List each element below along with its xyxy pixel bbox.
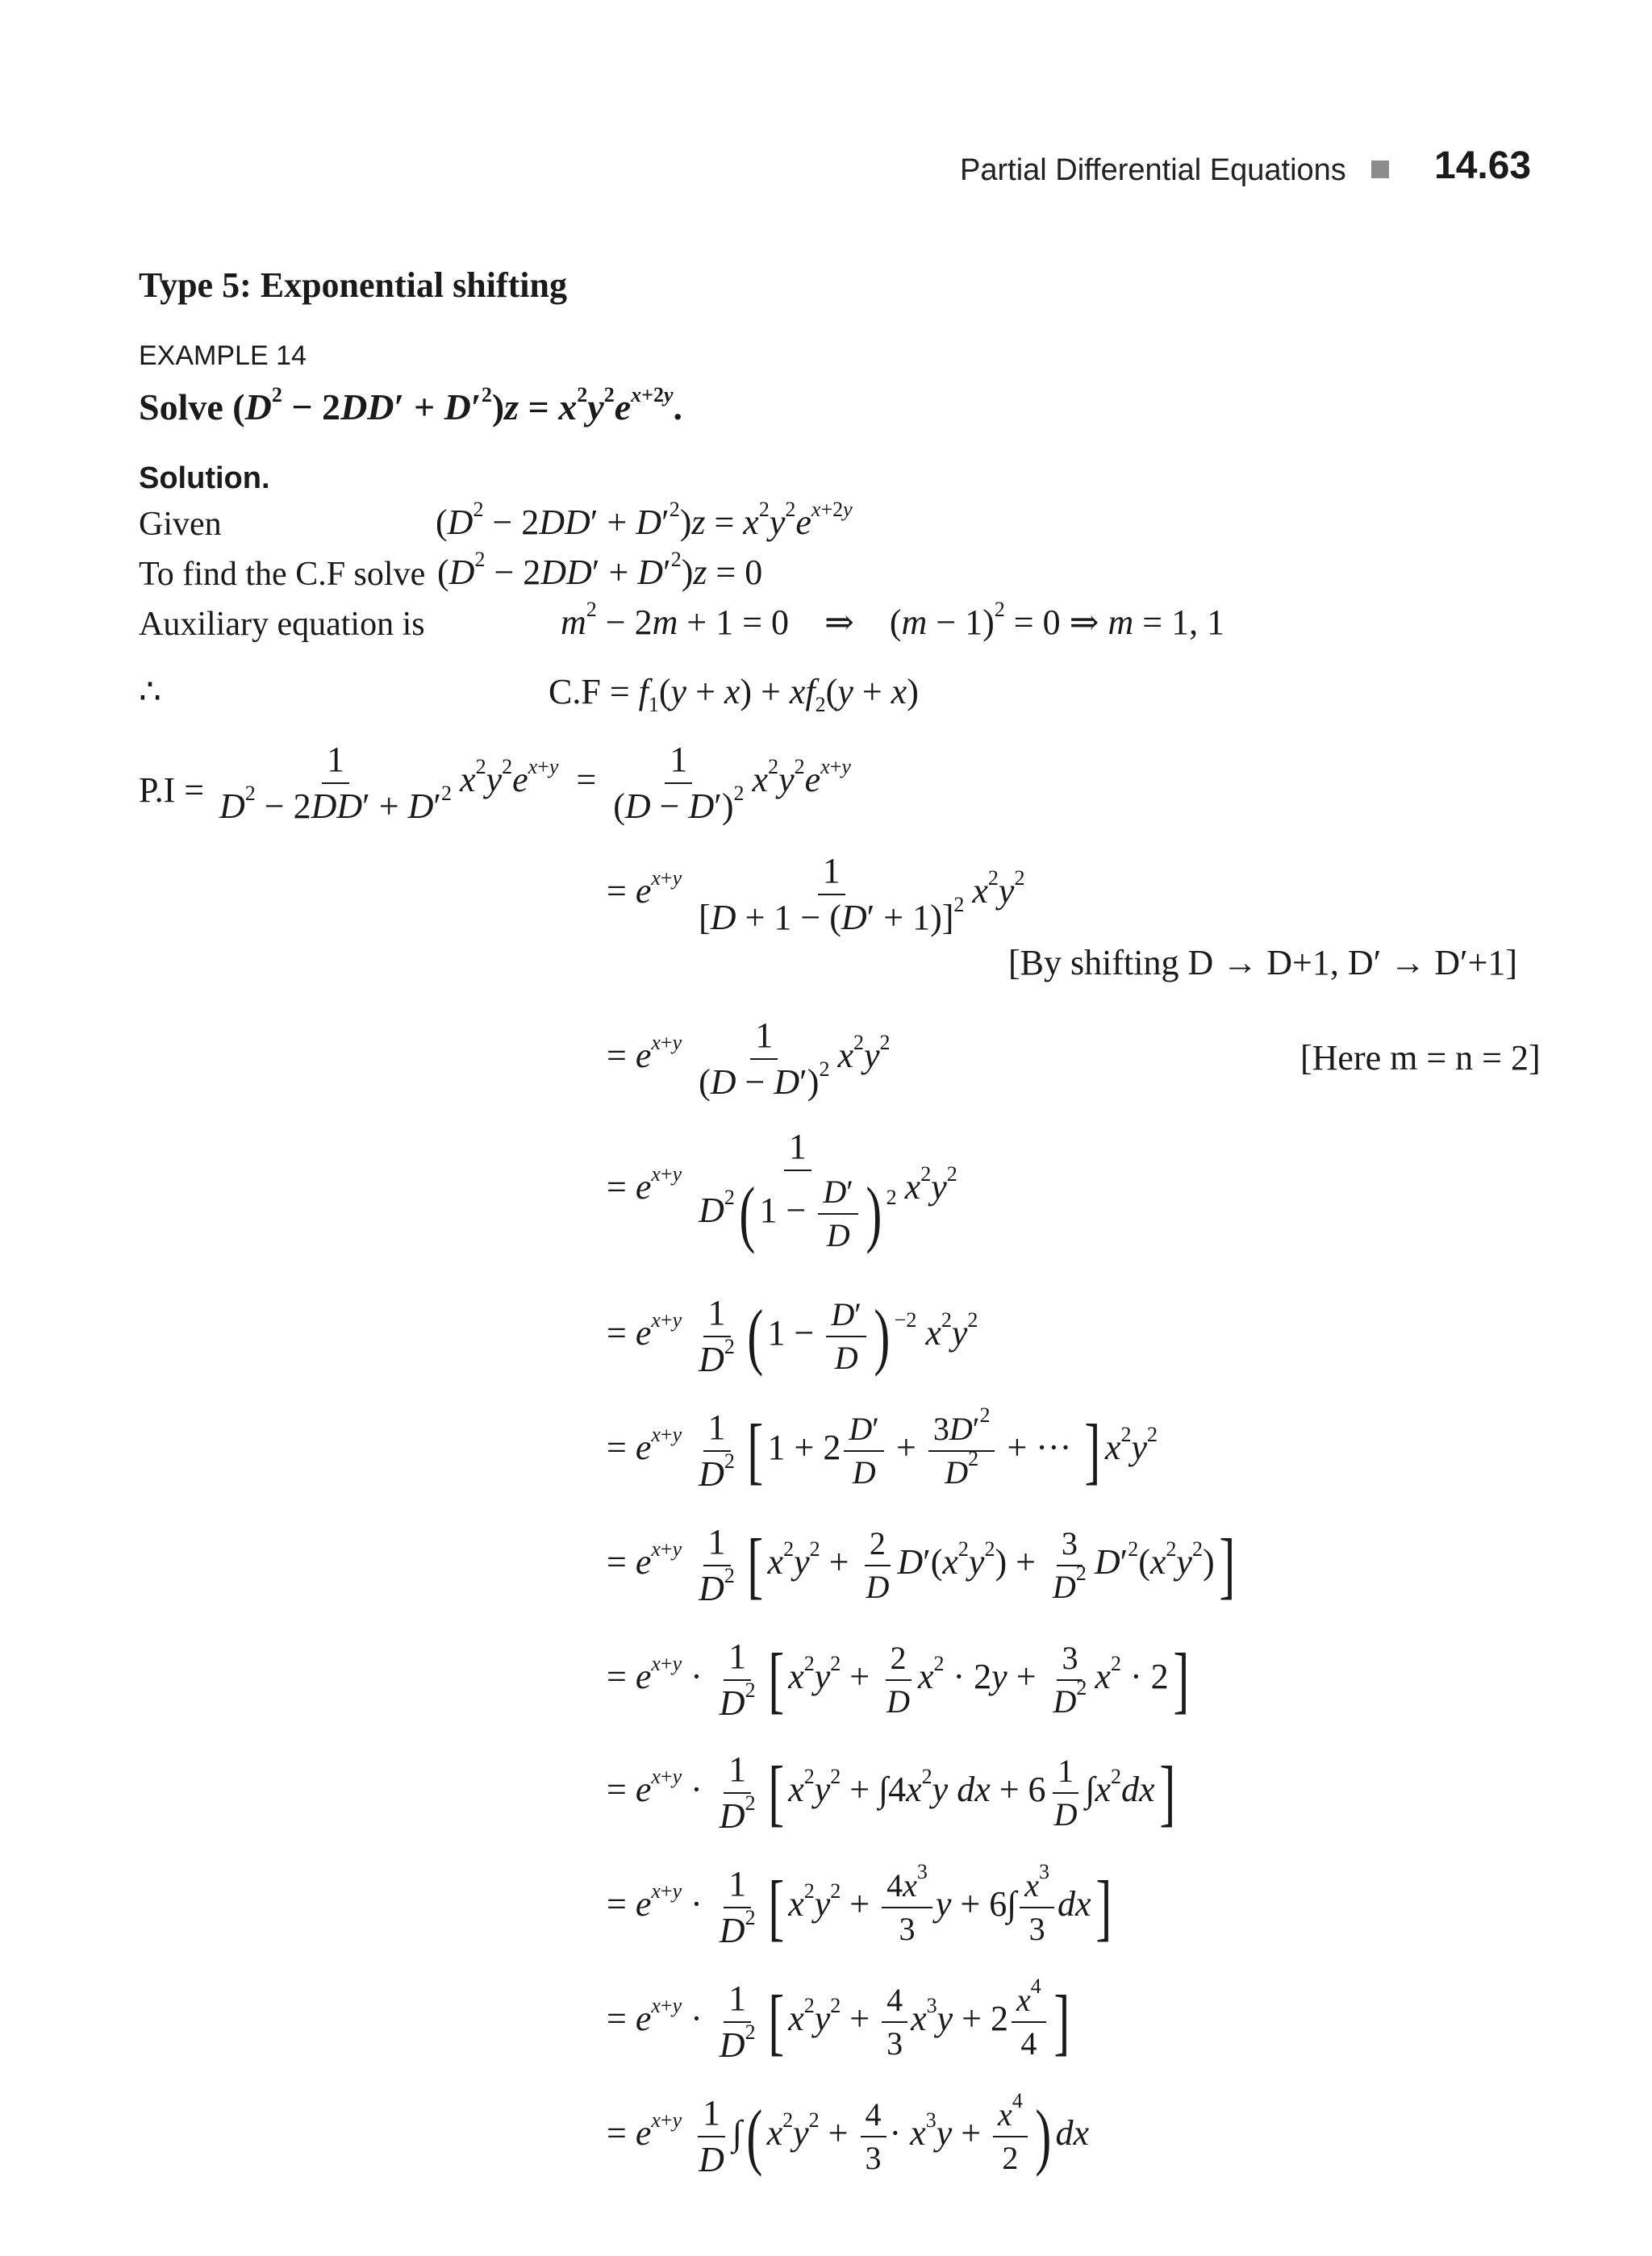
header-square-icon (1371, 161, 1389, 178)
given-equation: $(D^2 - 2DD' + D'^2)z = x^2y^2e^{x+2y}$ (436, 498, 853, 542)
pi-step-5: = $e^{x+y}$ $\frac{1}{D^2}$ ( 1 − $\frac{D'}{D}$ ) $^{-2}$ $x^2y^2$ (607, 1293, 978, 1379)
running-header (960, 153, 1346, 188)
aux-label: Auxiliary equation is (139, 606, 425, 643)
section-title: Type 5: Exponential shifting (139, 265, 567, 305)
pi-step-2: = $e^{x+y}$ $\frac{1}{[D + 1 - (D' + 1)]^2}$ $x^2y^2$ (607, 851, 1025, 937)
page-number: 14.63 (1434, 144, 1532, 187)
pi-step-3: = $e^{x+y}$ $\frac{1}{(D - D')^2}$ $x^2y^2$ (607, 1015, 891, 1102)
pi-step-8: = $e^{x+y}$ · $\frac{1}{D^2}$ [ $x^2y^2$ + $\frac{2}{D}$ $x^2 \cdot 2y$ + $\frac{3}{D^2}$ $x^2 \cdot 2$] (607, 1637, 1189, 1723)
cf-result: $C.F = f_1(y + x) + xf_2(y + x)$ (549, 672, 919, 716)
given-label: Given (139, 506, 222, 543)
here-note: [Here m = n = 2] (1300, 1038, 1541, 1078)
therefore-symbol: ∴ (139, 672, 161, 711)
pi-step-7: = $e^{x+y}$ $\frac{1}{D^2}$ [ $x^2y^2$ + $\frac{2}{D}$ $D'(x^2y^2)$ + $\frac{3}{D^2}$ $D'^2(x^2y^2)$] (607, 1522, 1235, 1608)
cf-equation: $(D^2 - 2DD' + D'^2)z = 0$ (437, 548, 763, 592)
example-label: EXAMPLE 14 (139, 340, 307, 371)
pi-step-4: = $e^{x+y}$ 1 $D^2$( 1 − $\frac{D'}{D}$ ) $^2$ $x^2y^2$ (607, 1127, 957, 1255)
shift-note: [By shifting D → D+1, D′ → D′+1] (1008, 943, 1518, 982)
pi-step-9: = $e^{x+y}$ · $\frac{1}{D^2}$ [ $x^2y^2 + \int 4x^2y$ dx + 6 $\frac{1}{D}$ $\int x^2dx$] (607, 1749, 1175, 1836)
pi-label: P.I = (139, 770, 205, 810)
pi-step-6: = $e^{x+y}$ $\frac{1}{D^2}$ [ 1 + 2 $\frac{D'}{D}$ + $\frac{3D'^2}{D^2}$ + ··· ] $x^2y^2$ (607, 1403, 1158, 1494)
cf-label: To find the C.F solve (139, 556, 426, 593)
solution-heading: Solution. (139, 461, 270, 495)
pi-step-11: = $e^{x+y}$ · $\frac{1}{D^2}$ [ $x^2y^2$ + $\frac{4}{3}$ $x^3y + 2$ $\frac{x^4}{4}$ ] (607, 1975, 1070, 2065)
pi-step-10: = $e^{x+y}$ · $\frac{1}{D^2}$ [ $x^2y^2$ + $\frac{4x^3}{3}$ y + 6∫ $\frac{x^3}{3}$ dx] (607, 1860, 1112, 1950)
pi-step-12: = $e^{x+y}$ $\frac{1}{D}$ ∫( $x^2y^2$ + $\frac{4}{3}$ · $x^3y$ + $\frac{x^4}{2}$ ) dx (607, 2089, 1089, 2179)
running-title: Partial Differential Equations (960, 153, 1346, 187)
example-statement: Solve $(D^2 - 2DD' + D'^2)z = x^2y^2e^{x+2y}$. (139, 383, 683, 427)
pi-line-1: $\frac{1}{D^2 - 2DD' + D'^2}$ $x^2y^2e^{x+y}$ = $\frac{1}{(D - D')^2}$ $x^2y^2e^{x+y}$ (219, 740, 851, 826)
aux-equation: $m^2 - 2m + 1 = 0$ ⇒ $(m - 1)^2 = 0$ ⇒ m = 1, 1 (561, 598, 1225, 642)
